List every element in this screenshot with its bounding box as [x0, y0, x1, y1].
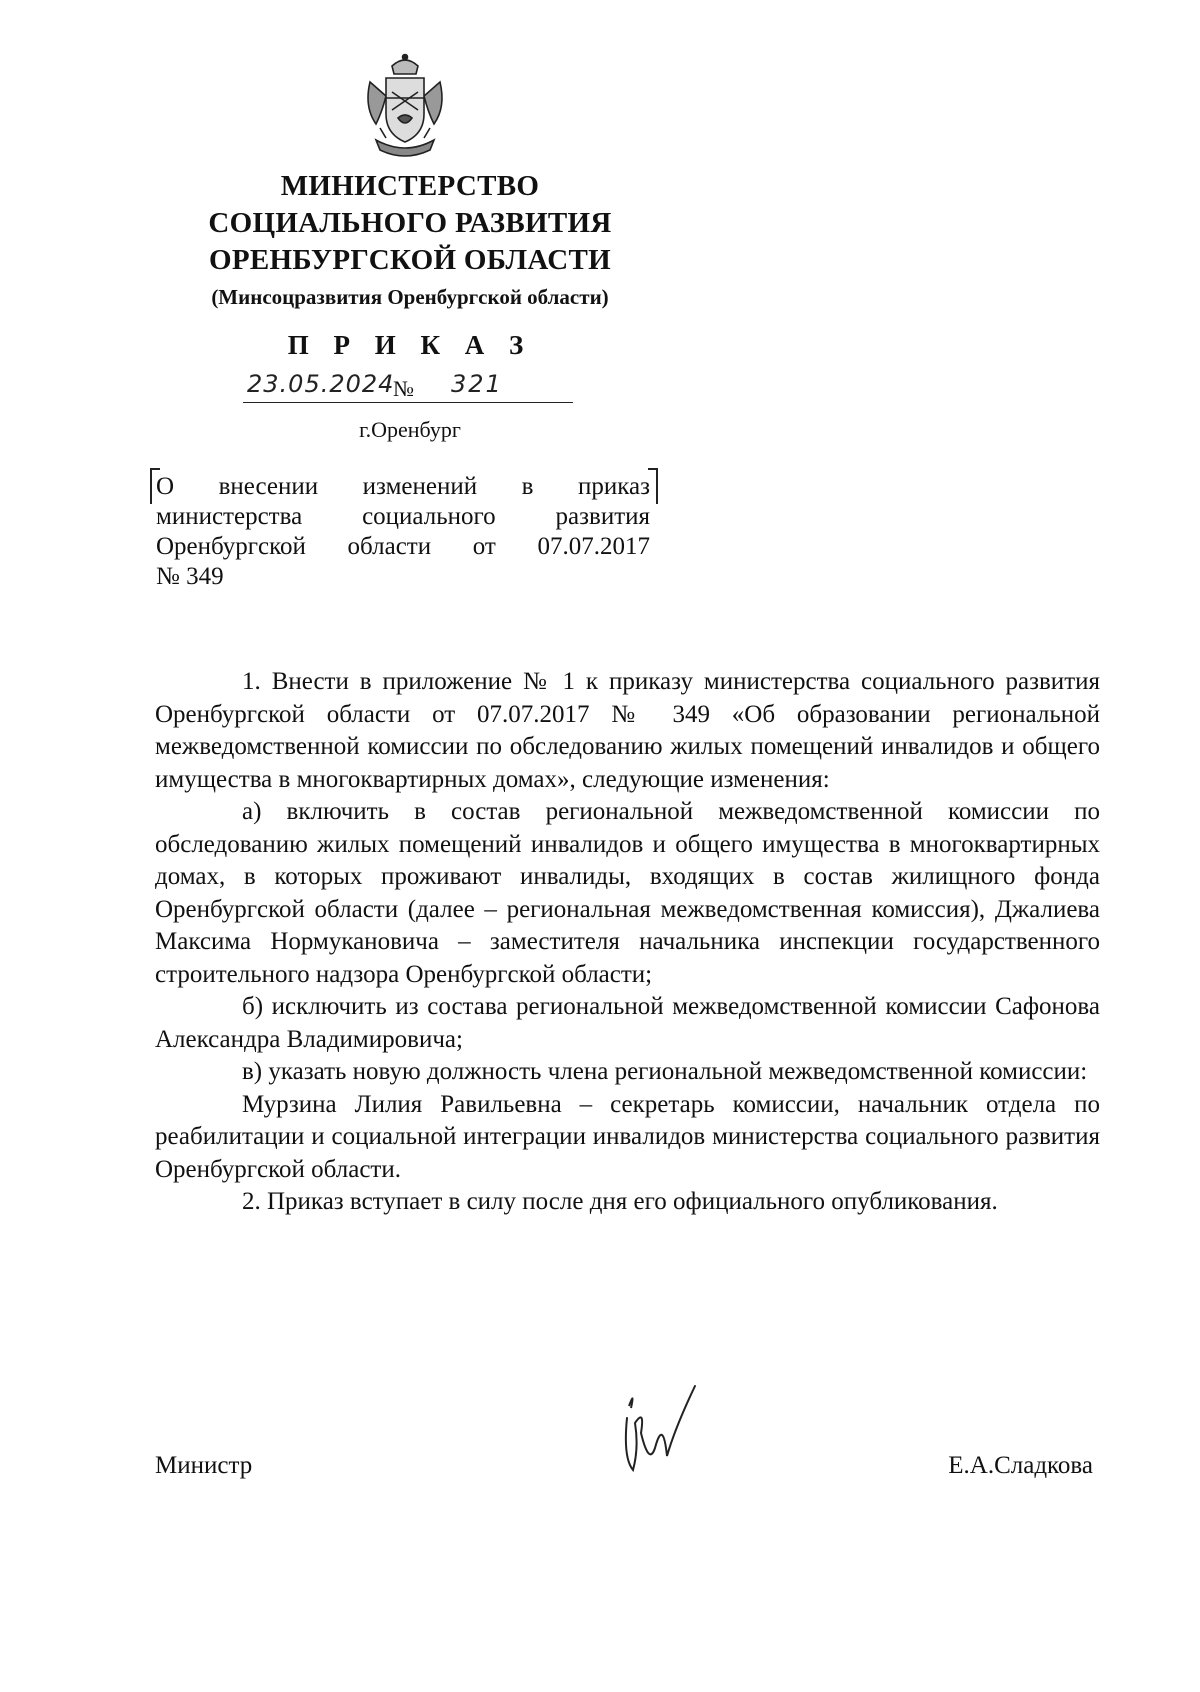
body-paragraph: а) включить в состав региональной межведомственной комиссии по обследованию жилых помещений инвалидов и общего имущества в многоквартирных домах, в которых проживают инвалиды, входящих в состав жилищного фонда Оренбургской области (далее – региональная межведомственная комиссия), Джалиева Максима Нормукановича – заместителя начальника инспекции государственного строительного надзора Оренбургской области; — [155, 798, 1100, 988]
order-date: 23.05.2024 — [247, 370, 395, 398]
body-paragraph: 1. Внести в приложение № 1 к приказу министерства социального развития Оренбургской области от 07.07.2017 № 349 «Об образовании региональной межведомственной комиссии по обследованию жилых помещений инвалидов и общего имущества в многоквартирных домах», следующие изменения: — [155, 668, 1100, 793]
subject-line: министерства социального развития — [156, 503, 650, 530]
date-underline — [243, 402, 573, 403]
org-name-line-1: МИНИСТЕРСТВО — [280, 170, 540, 202]
order-date-number — [243, 370, 573, 406]
org-name-line-3: ОРЕНБУРГСКОЙ ОБЛАСТИ — [209, 244, 611, 276]
subject-line: Оренбургской области от 07.07.2017 — [156, 533, 650, 560]
document-title: П Р И К А З — [287, 330, 533, 360]
handwritten-signature — [605, 1378, 705, 1478]
body-paragraph: Мурзина Лилия Равильевна – секретарь комиссии, начальник отдела по реабилитации и социальной интеграции инвалидов министерства социального развития Оренбургской области. — [155, 1090, 1100, 1183]
order-subject — [156, 472, 650, 592]
number-sign: № — [393, 376, 414, 401]
body-paragraph: 2. Приказ вступает в силу после дня его официального опубликования. — [242, 1188, 998, 1215]
body-paragraph: б) исключить из состава региональной межведомственной комиссии Сафонова Александра Владимировича; — [155, 993, 1100, 1053]
organization-header — [150, 168, 670, 311]
order-number: 321 — [451, 370, 503, 398]
org-name-line-2: СОЦИАЛЬНОГО РАЗВИТИЯ — [208, 207, 612, 239]
coat-of-arms-icon — [362, 52, 448, 164]
subject-line: № 349 — [156, 563, 224, 590]
signer-position: Министр — [155, 1452, 253, 1479]
org-short-name: (Минсоцразвития Оренбургской области) — [211, 285, 609, 309]
subject-line: О внесении изменений в приказ — [156, 473, 650, 500]
city: г.Оренбург — [359, 417, 461, 442]
signer-name: Е.А.Сладкова — [948, 1452, 1093, 1479]
body-paragraph: в) указать новую должность члена региональной межведомственной комиссии: — [242, 1058, 1088, 1085]
order-body — [155, 666, 1100, 1219]
